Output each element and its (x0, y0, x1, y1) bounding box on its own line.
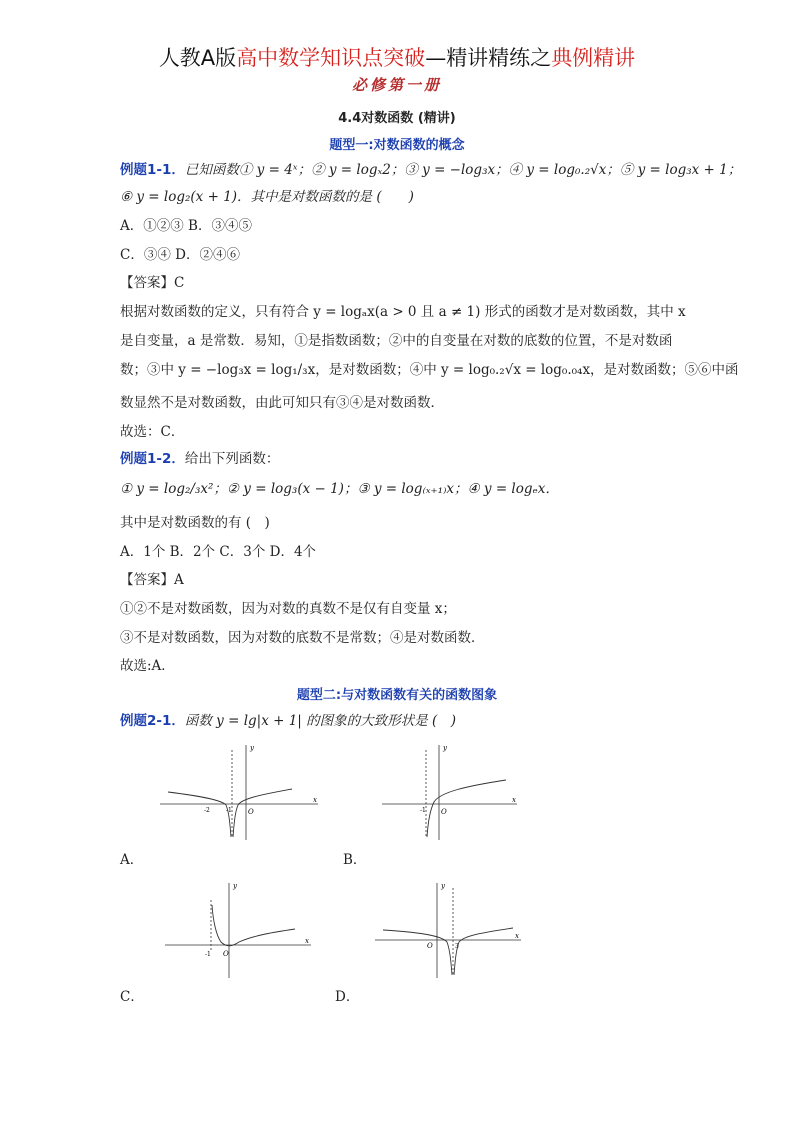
title-red-part-1: 高中数学知识点突破 (236, 46, 426, 70)
graph-d-right-branch (454, 928, 513, 975)
type1-heading: 题型一:对数函数的概念 (329, 138, 465, 153)
ex2-1-stem-text: 函数 y = lg|x + 1| 的图象的大致形状是 ( ) (184, 713, 456, 729)
ex1-1-explanation-line2: 是自变量，a 是常数．易知，①是指数函数；②中的自变量在对数的底数的位置，不是对数函 (120, 333, 673, 349)
graph-option-c[interactable] (165, 880, 315, 980)
graph-b-tick-neg1: -1 (420, 807, 426, 814)
graph-a-x-label: x (313, 796, 317, 804)
ex1-1-options-line1: A．①②③ B．③④⑤ (120, 218, 252, 234)
ex1-2-stem (120, 449, 279, 469)
title-prefix: 人教A版 (158, 46, 237, 70)
title-dash: — (425, 46, 447, 70)
ex1-2-choose: 故选:A． (120, 658, 175, 674)
graph-c-x-label: x (305, 937, 309, 945)
graph-d-origin: O (427, 942, 433, 950)
ex1-1-choose: 故选：C． (120, 424, 185, 440)
graph-a-left-branch (168, 792, 231, 837)
ex1-1-explanation-line1: 根据对数函数的定义，只有符合 y = logₐx(a > 0 且 a ≠ 1) 形式的函数才是对数函数，其中 x (120, 304, 686, 320)
ex1-1-explanation-line4: 数显然不是对数函数，由此可知只有③④是对数函数． (120, 395, 444, 411)
graph-a-right-branch (233, 789, 292, 837)
graph-b-origin: O (441, 808, 447, 816)
graph-a-tick-neg2: -2 (204, 807, 210, 814)
graph-d-label: D． (335, 989, 360, 1005)
graph-d-left-branch (383, 930, 452, 975)
title-middle: 精讲精练之 (446, 46, 552, 70)
ex1-2-functions: ① y = log₂/₃x²；② y = log₃(x − 1)；③ y = log₍ₓ₊₁₎x；④ y = logₑx． (120, 481, 559, 497)
graph-option-d[interactable] (375, 880, 525, 980)
graph-a-tick-neg1: -1 (226, 807, 232, 814)
section-title: 4.4对数函数 (精讲) (338, 111, 456, 126)
graph-c-label: C． (120, 989, 144, 1005)
graph-c-curve (212, 905, 295, 946)
ex1-1-stem-line1 (120, 160, 741, 180)
graph-c-y-label: y (233, 882, 237, 890)
ex1-2-label: 例题1-2． (120, 451, 185, 467)
ex1-2-options: A．1个 B．2个 C．3个 D．4个 (120, 544, 317, 560)
ex1-1-explanation-line3: 数；③中 y = −log₃x = log₁/₃x，是对数函数；④中 y = log₀.₂√x = log₀.₀₄x，是对数函数；⑤⑥中函 (120, 362, 739, 378)
ex1-1-stem-text1: 已知函数① y = 4ˣ；② y = logₓ2；③ y = −log₃x；④ y = log₀.₂√x；⑤ y = log₃x + 1； (184, 162, 742, 178)
graph-option-b[interactable] (382, 742, 522, 842)
ex2-1-label: 例题2-1． (120, 713, 185, 729)
graph-a-y-label: y (250, 744, 254, 752)
ex1-1-answer: 【答案】C (120, 275, 185, 291)
ex1-2-answer: 【答案】A (120, 572, 184, 588)
graph-a-label: A． (120, 852, 144, 868)
ex1-2-question: 其中是对数函数的有 ( ) (120, 515, 270, 531)
graph-d-tick-3: 3 (455, 943, 459, 950)
graph-d-x-label: x (515, 932, 519, 940)
ex1-2-explanation-line2: ③不是对数函数，因为对数的底数不是常数；④是对数函数． (120, 630, 485, 646)
type2-heading: 题型二:与对数函数有关的函数图象 (296, 688, 498, 703)
graph-a-origin: O (248, 808, 254, 816)
ex2-1-stem (120, 711, 456, 731)
ex1-2-stem-text: 给出下列函数： (184, 451, 280, 467)
ex1-1-options-line2: C．③④ D．②④⑥ (120, 247, 240, 263)
graph-c-origin: O (223, 950, 229, 958)
title-red-part-2: 典例精讲 (551, 46, 636, 70)
ex1-1-label: 例题1-1． (120, 162, 185, 178)
ex1-1-stem-line2: ⑥ y = log₂(x + 1)．其中是对数函数的是 ( ) (120, 189, 414, 205)
graph-d-y-label: y (441, 882, 445, 890)
graph-b-x-label: x (512, 796, 516, 804)
graph-b-label: B． (343, 852, 367, 868)
ex1-2-explanation-line1: ①②不是对数函数，因为对数的真数不是仅有自变量 x； (120, 601, 456, 617)
graph-b-y-label: y (443, 744, 447, 752)
document-subtitle: 必修第一册 (351, 76, 442, 94)
document-title (0, 42, 794, 72)
graph-option-a[interactable] (160, 742, 325, 842)
graph-c-tick-neg1: -1 (205, 951, 211, 958)
